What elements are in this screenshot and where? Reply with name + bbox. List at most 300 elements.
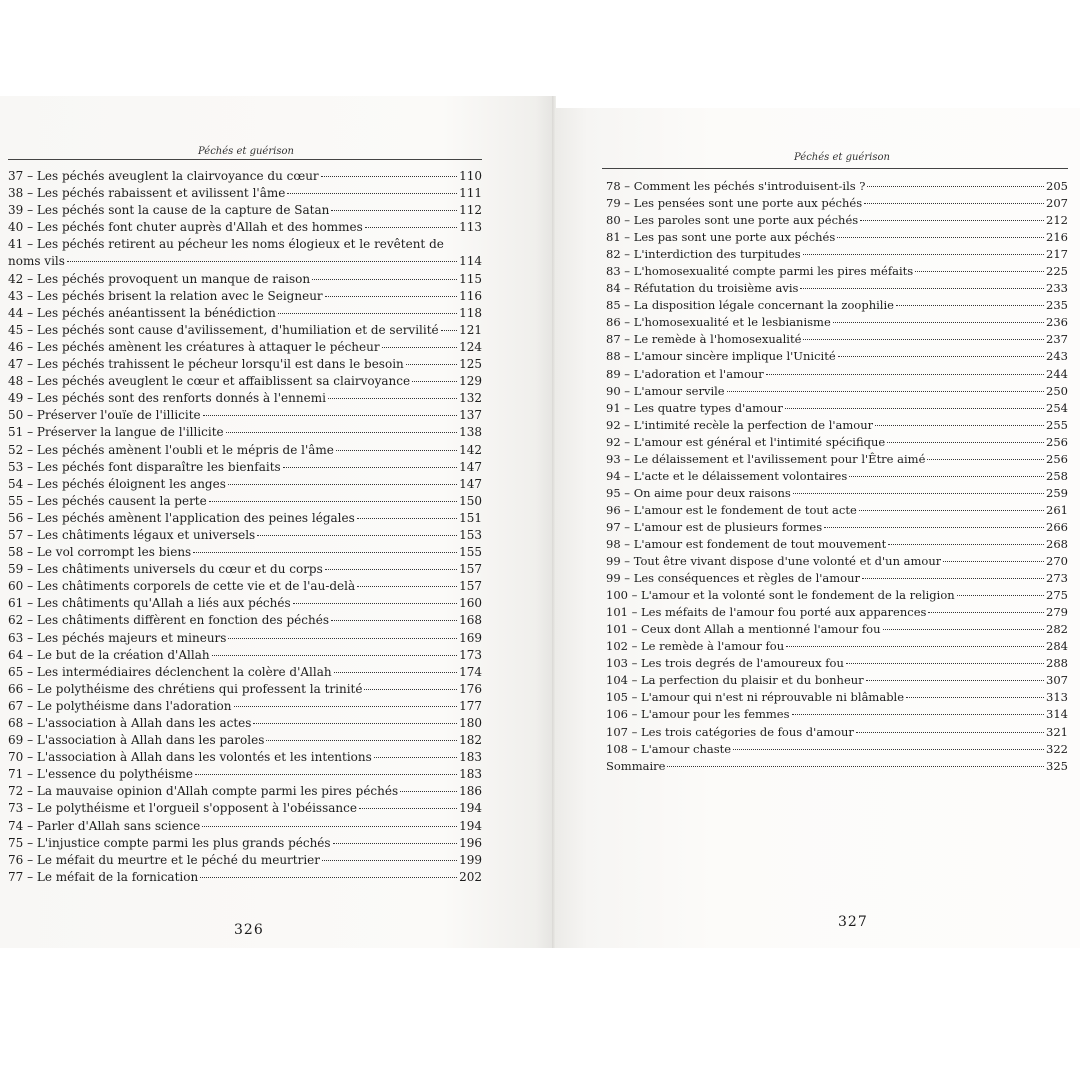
toc-entry-title: 85 – La disposition légale concernant la zoophilie [606,298,894,313]
toc-entry-title: 80 – Les paroles sont une porte aux péchés [606,213,859,228]
toc-entry-title: 84 – Réfutation du troisième avis [606,281,799,296]
toc-entry [8,715,482,732]
toc-entry-page: 207 [1046,196,1068,211]
toc-entry [8,630,482,647]
toc-entry-title: 99 – Tout être vivant dispose d'une volonté et d'un amour [606,554,942,569]
toc-entry-title: 48 – Les péchés aveuglent le cœur et affaiblissent sa clairvoyance [8,374,411,389]
toc-entry [8,749,482,766]
dot-leader [266,740,457,741]
toc-entry-page: 322 [1046,741,1068,756]
toc-entry-title: 101 – Les méfaits de l'amour fou porté aux apparences [606,605,927,620]
toc-entry [8,783,482,800]
dot-leader [203,415,457,416]
dot-leader [733,749,1044,750]
toc-entry-title: 76 – Le méfait du meurtre et le péché du meurtrier [8,852,321,867]
toc-entry-title: 40 – Les péchés font chuter auprès d'Allah et des hommes [8,220,363,235]
toc-entry [8,647,482,664]
toc-entry-page: 138 [459,425,482,440]
toc-entry-page: 124 [459,339,482,354]
toc-entry-page: 199 [459,852,482,867]
header-rule [8,159,482,160]
header-rule [602,168,1068,169]
toc-entry [606,195,1068,212]
page-number: 327 [838,914,868,930]
toc-entry-page: 233 [1046,281,1068,296]
toc-entry-page: 279 [1046,605,1068,620]
toc-entry [8,168,482,185]
toc-entry-title: 91 – Les quatre types d'amour [606,400,783,415]
dot-leader [336,450,457,451]
toc-entry-title: 63 – Les péchés majeurs et mineurs [8,630,227,645]
dot-leader [875,425,1044,426]
toc-entry-title: 54 – Les péchés éloignent les anges [8,476,226,491]
toc-entry-page: 256 [1046,451,1068,466]
dot-leader [226,432,457,433]
dot-leader [833,322,1044,323]
toc-entry-page: 270 [1046,554,1068,569]
toc-entry [8,732,482,749]
toc-entry-title: 82 – L'interdiction des turpitudes [606,247,801,262]
dot-leader [67,261,457,262]
dot-leader [846,663,1044,664]
toc-entry-title: 99 – Les conséquences et règles de l'amour [606,571,860,586]
toc-entry-page: 205 [1046,179,1068,193]
toc-entry [8,356,482,373]
toc-entry-page: 216 [1046,230,1068,245]
toc-entry [606,383,1068,400]
toc-entry-title: 49 – Les péchés sont des renforts donnés à l'ennemi [8,391,326,406]
toc-entry [8,373,482,390]
toc-entry [606,417,1068,434]
toc-entry-title: 101 – Ceux dont Allah a mentionné l'amour fou [606,622,881,637]
toc-entry-page: 313 [1046,690,1068,705]
toc-entry [606,638,1068,655]
toc-entry-title: 92 – L'intimité recèle la perfection de l'amour [606,417,874,432]
dot-leader [727,391,1044,392]
toc-entry [606,297,1068,314]
toc-entry [606,570,1068,587]
toc-entry-page: 183 [459,750,482,765]
toc-entry-page: 250 [1046,383,1068,398]
dot-leader [202,826,457,827]
toc-entry [8,869,482,886]
toc-entry [8,493,482,510]
toc-entry [8,681,482,698]
toc-entry [8,219,482,236]
dot-leader [400,791,457,792]
toc-entry-page: 321 [1046,724,1068,739]
toc-entry-title: 87 – Le remède à l'homosexualité [606,332,802,347]
toc-entry [606,485,1068,502]
toc-entry-page: 268 [1046,536,1068,551]
toc-entry-title: 61 – Les châtiments qu'Allah a liés aux péchés [8,596,291,611]
table-of-contents [8,168,482,886]
toc-entry-page: 125 [459,357,482,372]
dot-leader [928,612,1044,613]
toc-entry-title: 72 – La mauvaise opinion d'Allah compte parmi les pires péchés [8,784,399,799]
dot-leader [906,697,1044,698]
dot-leader [785,408,1044,409]
dot-leader [325,569,457,570]
toc-entry-page: 325 [1046,758,1068,773]
toc-entry-page: 176 [459,681,482,696]
dot-leader [278,313,457,314]
dot-leader [322,860,457,861]
toc-entry-page: 284 [1046,639,1068,654]
dot-leader [331,210,457,211]
toc-entry [8,578,482,595]
toc-entry [606,689,1068,706]
dot-leader [312,279,457,280]
toc-entry [8,476,482,493]
dot-leader [441,330,457,331]
dot-leader [328,398,457,399]
toc-entry [8,459,482,476]
toc-entry [606,758,1068,775]
toc-entry-title: 107 – Les trois catégories de fous d'amour [606,724,854,739]
dot-leader [859,510,1044,511]
dot-leader [864,203,1044,204]
toc-entry-title: 53 – Les péchés font disparaître les bienfaits [8,459,281,474]
toc-entry-title: 105 – L'amour qui n'est ni réprouvable ni blâmable [606,690,905,705]
toc-entry-page: 121 [459,322,482,337]
toc-entry [606,536,1068,553]
toc-entry [606,331,1068,348]
toc-entry-title: 83 – L'homosexualité compte parmi les pires méfaits [606,264,914,279]
toc-entry-title: 106 – L'amour pour les femmes [606,707,790,722]
left-page [0,96,552,948]
toc-entry-page: 183 [459,767,482,782]
toc-entry [8,595,482,612]
toc-entry [606,178,1068,195]
toc-entry-page: 273 [1046,571,1068,586]
dot-leader [359,808,457,809]
toc-entry-page: 212 [1046,213,1068,228]
toc-entry-title: 89 – L'adoration et l'amour [606,366,764,381]
toc-entry-title: 94 – L'acte et le délaissement volontaires [606,468,848,483]
toc-entry-page: 157 [459,562,482,577]
toc-entry-title: 45 – Les péchés sont cause d'avilissement, d'humiliation et de servilité [8,322,439,337]
toc-entry-page: 115 [459,271,482,286]
toc-entry-title: 69 – L'association à Allah dans les paroles [8,733,265,748]
toc-entry-page: 116 [459,288,482,303]
toc-entry [8,305,482,322]
toc-entry-title: 43 – Les péchés brisent la relation avec le Seigneur [8,288,323,303]
toc-entry-title: 108 – L'amour chaste [606,741,732,756]
table-of-contents [606,178,1068,775]
right-page [556,108,1080,948]
toc-entry [8,442,482,459]
toc-entry-page: 118 [459,305,482,320]
toc-entry-page: 259 [1046,485,1068,500]
toc-entry-title: 86 – L'homosexualité et le lesbianisme [606,315,831,330]
toc-entry-title: 70 – L'association à Allah dans les volontés et les intentions [8,750,372,765]
toc-entry-page: 110 [459,169,482,183]
toc-entry-title: 51 – Préserver la langue de l'illicite [8,425,224,440]
toc-entry-title: 60 – Les châtiments corporels de cette vie et de l'au-delà [8,579,356,594]
toc-entry [8,698,482,715]
toc-entry [8,236,482,270]
toc-entry-title: 59 – Les châtiments universels du cœur et du corps [8,562,323,577]
toc-entry-page: 157 [459,579,482,594]
toc-entry-page: 169 [459,630,482,645]
toc-entry-title: 62 – Les châtiments diffèrent en fonction des péchés [8,613,329,628]
toc-entry [606,604,1068,621]
toc-entry [8,322,482,339]
dot-leader [786,646,1044,647]
toc-entry-title: Sommaire [606,758,666,773]
toc-entry-title: 41 – Les péchés retirent au pécheur les noms élogieux et le revêtent de [8,237,444,252]
toc-entry [8,852,482,869]
dot-leader [866,680,1044,681]
toc-entry-page: 111 [459,186,482,201]
toc-entry-page: 151 [459,510,482,525]
toc-entry [8,664,482,681]
dot-leader [406,364,457,365]
toc-entry-title: 57 – Les châtiments légaux et universels [8,527,256,542]
toc-entry-page: 186 [459,784,482,799]
dot-leader [357,586,457,587]
toc-entry [606,263,1068,280]
toc-entry-title: 50 – Préserver l'ouïe de l'illicite [8,408,201,423]
toc-entry-page: 150 [459,493,482,508]
toc-entry-title: 104 – La perfection du plaisir et du bonheur [606,673,864,688]
toc-entry-page: 236 [1046,315,1068,330]
toc-entry-page: 261 [1046,502,1068,517]
dot-leader [838,356,1044,357]
toc-entry [8,202,482,219]
toc-entry-page: 142 [459,442,482,457]
toc-entry-title: 77 – Le méfait de la fornication [8,869,199,884]
toc-entry-page: 132 [459,391,482,406]
toc-entry [606,434,1068,451]
dot-leader [943,561,1044,562]
toc-entry [8,510,482,527]
toc-entry-title: 75 – L'injustice compte parmi les plus grands péchés [8,835,331,850]
dot-leader [896,305,1044,306]
toc-entry-title-continued: noms vils [8,254,65,269]
page-number: 326 [234,922,264,938]
dot-leader [860,220,1044,221]
toc-entry [8,766,482,783]
dot-leader [792,714,1045,715]
toc-entry [606,229,1068,246]
dot-leader [766,374,1044,375]
dot-leader [957,595,1044,596]
toc-entry-title: 47 – Les péchés trahissent le pécheur lorsqu'il est dans le besoin [8,357,404,372]
toc-entry-title: 42 – Les péchés provoquent un manque de raison [8,271,311,286]
dot-leader [365,227,457,228]
toc-entry [606,314,1068,331]
toc-entry [606,587,1068,604]
toc-entry-title: 44 – Les péchés anéantissent la bénédiction [8,305,276,320]
toc-entry [606,212,1068,229]
toc-entry-page: 155 [459,545,482,560]
dot-leader [915,271,1044,272]
toc-entry-page: 177 [459,698,482,713]
toc-entry [8,612,482,629]
toc-entry-page: 112 [459,203,482,218]
toc-entry [606,706,1068,723]
toc-entry-page: 225 [1046,264,1068,279]
dot-leader [228,484,457,485]
toc-entry-page: 256 [1046,434,1068,449]
toc-entry [606,519,1068,536]
toc-entry-title: 81 – Les pas sont une porte aux péchés [606,230,836,245]
toc-entry-page: 217 [1046,247,1068,262]
toc-entry-page: 243 [1046,349,1068,364]
dot-leader [357,518,457,519]
dot-leader [195,774,457,775]
toc-entry-page: 255 [1046,417,1068,432]
toc-entry [8,271,482,288]
dot-leader [325,296,457,297]
toc-entry-page: 114 [459,254,482,269]
dot-leader [883,629,1045,630]
toc-entry [606,553,1068,570]
toc-entry [606,366,1068,383]
dot-leader [667,766,1044,767]
toc-entry-title: 102 – Le remède à l'amour fou [606,639,785,654]
dot-leader [209,501,457,502]
toc-entry-page: 235 [1046,298,1068,313]
toc-entry-title: 64 – Le but de la création d'Allah [8,647,210,662]
toc-entry-page: 275 [1046,588,1068,603]
toc-entry-title: 79 – Les pensées sont une porte aux péchés [606,196,863,211]
toc-entry [606,348,1068,365]
dot-leader [228,638,457,639]
toc-entry-title: 93 – Le délaissement et l'avilissement pour l'Être aimé [606,451,926,466]
toc-entry-page: 196 [459,835,482,850]
toc-entry-page: 113 [459,220,482,235]
toc-entry [606,246,1068,263]
toc-entry-title: 96 – L'amour est le fondement de tout acte [606,502,857,517]
toc-entry-title: 73 – Le polythéisme et l'orgueil s'opposent à l'obéissance [8,801,357,816]
toc-entry-page: 194 [459,818,482,833]
toc-entry-title: 58 – Le vol corrompt les biens [8,545,192,560]
toc-entry [606,468,1068,485]
dot-leader [837,237,1044,238]
dot-leader [334,672,457,673]
toc-entry-page: 266 [1046,519,1068,534]
dot-leader [321,176,457,177]
toc-entry [8,527,482,544]
toc-entry-page: 258 [1046,468,1068,483]
dot-leader [888,544,1044,545]
toc-entry-page: 282 [1046,622,1068,637]
dot-leader [283,467,457,468]
toc-entry-page: 182 [459,733,482,748]
dot-leader [803,339,1044,340]
dot-leader [253,723,457,724]
toc-entry [8,390,482,407]
toc-entry-page: 173 [459,647,482,662]
dot-leader [887,442,1044,443]
toc-entry [606,655,1068,672]
toc-entry-page: 137 [459,408,482,423]
toc-entry-title: 55 – Les péchés causent la perte [8,493,207,508]
toc-entry-title: 65 – Les intermédiaires déclenchent la colère d'Allah [8,664,332,679]
dot-leader [803,254,1044,255]
toc-entry [8,339,482,356]
toc-entry [606,621,1068,638]
toc-entry-title: 103 – Les trois degrés de l'amoureux fou [606,656,844,671]
toc-entry-title: 46 – Les péchés amènent les créatures à attaquer le pécheur [8,339,380,354]
toc-entry [8,561,482,578]
dot-leader [927,459,1044,460]
toc-entry-title: 95 – On aime pour deux raisons [606,485,791,500]
dot-leader [200,877,457,878]
toc-entry-title: 100 – L'amour et la volonté sont le fondement de la religion [606,588,955,603]
toc-entry [606,280,1068,297]
dot-leader [800,288,1044,289]
toc-entry-page: 147 [459,459,482,474]
toc-entry [8,835,482,852]
toc-entry [8,424,482,441]
dot-leader [793,493,1044,494]
toc-entry-title: 98 – L'amour est fondement de tout mouvement [606,536,887,551]
toc-entry-title: 66 – Le polythéisme des chrétiens qui professent la trinité [8,681,363,696]
toc-entry-title: 88 – L'amour sincère implique l'Unicité [606,349,836,364]
toc-entry-title: 71 – L'essence du polythéisme [8,767,193,782]
toc-entry-page: 244 [1046,366,1068,381]
toc-entry-title: 92 – L'amour est général et l'intimité spécifique [606,434,886,449]
dot-leader [412,381,457,382]
dot-leader [193,552,457,553]
toc-entry [606,451,1068,468]
toc-entry [8,544,482,561]
dot-leader [824,527,1044,528]
toc-entry-page: 180 [459,716,482,730]
toc-entry-title: 56 – Les péchés amènent l'application des peines légales [8,510,355,525]
toc-entry-page: 288 [1046,656,1068,671]
toc-entry-page: 168 [459,613,482,628]
toc-entry-page: 202 [459,869,482,884]
dot-leader [234,706,458,707]
toc-entry-page: 174 [459,664,482,679]
toc-entry [8,818,482,835]
dot-leader [287,193,457,194]
toc-entry-title: 74 – Parler d'Allah sans science [8,818,201,833]
toc-entry-page: 129 [459,374,482,389]
toc-entry-page: 194 [459,801,482,816]
toc-entry-title: 67 – Le polythéisme dans l'adoration [8,698,232,713]
dot-leader [333,843,458,844]
dot-leader [382,347,457,348]
toc-entry-page: 153 [459,527,482,542]
toc-entry [606,724,1068,741]
toc-entry-title: 78 – Comment les péchés s'introduisent-ils ? [606,179,866,193]
toc-entry [8,288,482,305]
toc-entry [606,502,1068,519]
toc-entry [606,400,1068,417]
dot-leader [849,476,1044,477]
toc-entry-page: 314 [1046,707,1068,722]
toc-entry-title: 68 – L'association à Allah dans les actes [8,716,252,730]
running-head: Péchés et guérison [198,146,294,157]
dot-leader [212,655,458,656]
dot-leader [862,578,1044,579]
toc-entry [8,407,482,424]
toc-entry-title: 97 – L'amour est de plusieurs formes [606,519,823,534]
dot-leader [293,603,457,604]
dot-leader [856,732,1044,733]
toc-entry-title: 39 – Les péchés sont la cause de la capture de Satan [8,203,330,218]
dot-leader [257,535,457,536]
toc-entry-title: 38 – Les péchés rabaissent et avilissent l'âme [8,186,286,201]
toc-entry [8,800,482,817]
toc-entry-page: 307 [1046,673,1068,688]
